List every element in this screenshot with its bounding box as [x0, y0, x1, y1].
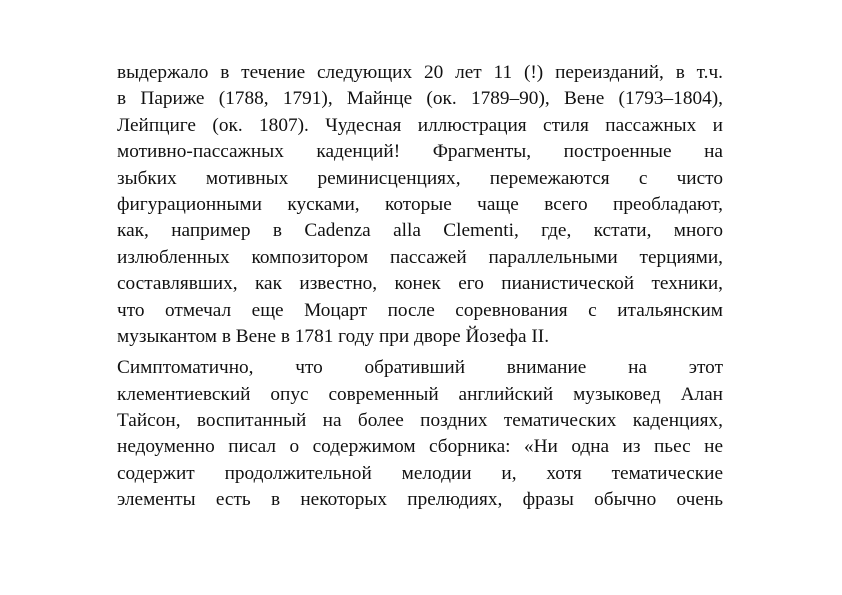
text-line: музыкантом в Вене в 1781 году при дворе Йозефа II. — [117, 325, 550, 347]
text-line: недоуменно писал о содержимом сборника: «Ни одна из пьес не — [117, 436, 723, 458]
text-line: что отмечал еще Моцарт после соревнования с итальянским — [117, 299, 723, 321]
text-line: Тайсон, воспитанный на более поздних тематических каденциях, — [117, 410, 723, 432]
body-text — [117, 60, 723, 514]
text-line: составлявших, как известно, конек его пианистической техники, — [117, 273, 723, 295]
text-line: содержит продолжительной мелодии и, хотя тематические — [117, 462, 723, 484]
text-line: как, например в Cadenza alla Clementi, где, кстати, много — [117, 220, 723, 242]
text-line: выдержало в течение следующих 20 лет 11 (!) переизданий, в т.ч. — [117, 62, 723, 83]
text-line: элементы есть в некоторых прелюдиях, фразы обычно очень — [117, 489, 723, 511]
text-line: зыбких мотивных реминисценциях, перемежаются с чисто — [117, 167, 723, 189]
paragraph-2 — [117, 355, 723, 513]
text-line: Симптоматично, что обративший внимание на этот — [117, 357, 723, 379]
paragraph-1 — [117, 60, 723, 350]
text-line: клементиевский опус современный английский музыковед Алан — [117, 383, 723, 405]
text-line: Лейпциге (ок. 1807). Чудесная иллюстрация стиля пассажных и — [117, 114, 723, 136]
text-line: излюбленных композитором пассажей параллельными терциями, — [117, 246, 723, 268]
text-line: в Париже (1788, 1791), Майнце (ок. 1789–90), Вене (1793–1804), — [117, 88, 723, 110]
text-line: мотивно-пассажных каденций! Фрагменты, построенные на — [117, 141, 723, 163]
text-line: фигурационными кусками, которые чаще всего преобладают, — [117, 193, 723, 215]
